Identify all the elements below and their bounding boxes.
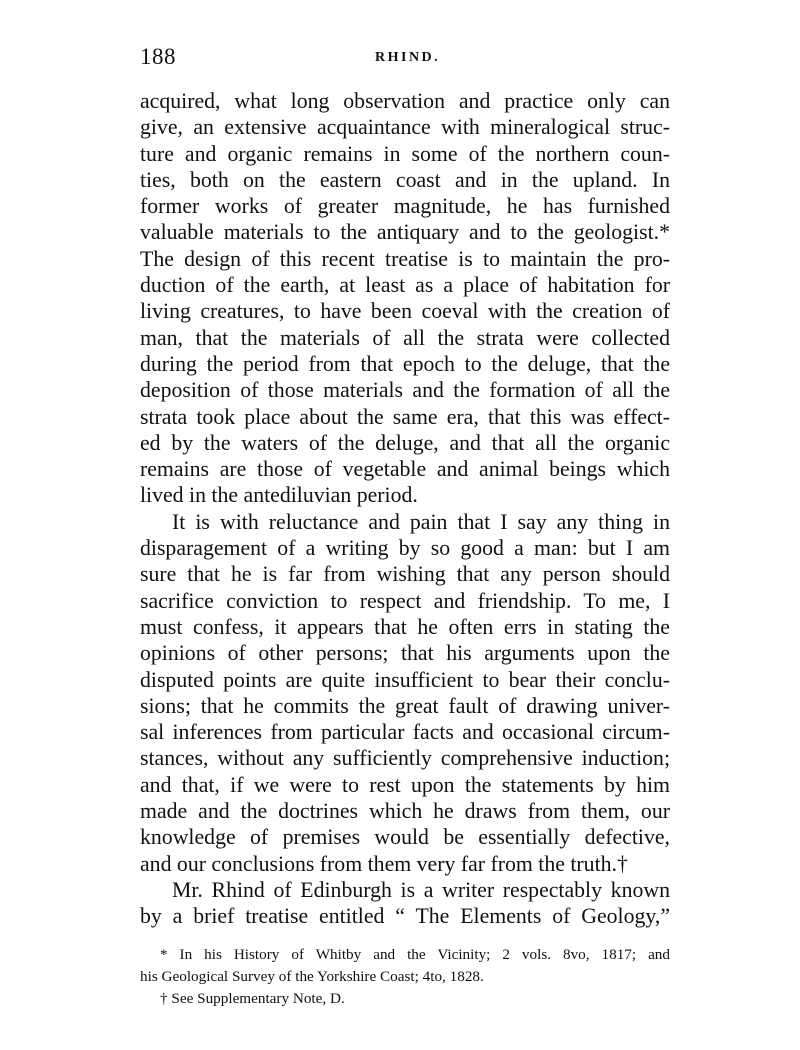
paragraph-start-line: Mr. Rhind of Edinburgh is a writer respectably known — [172, 877, 670, 902]
text-line: living creatures, to have been coeval with the creation of — [140, 299, 670, 324]
text-line: remains are those of vegetable and animal beings which — [140, 457, 670, 482]
text-line: ture and organic remains in some of the northern coun- — [140, 141, 670, 166]
text-line: strata took place about the same era, that this was effect- — [140, 404, 670, 429]
running-title: RHIND. — [375, 50, 441, 65]
text-line: sions; that he commits the great fault of drawing univer- — [140, 693, 670, 718]
text-line: disputed points are quite insufficient to bear their conclu- — [140, 667, 670, 692]
text-line: during the period from that epoch to the deluge, that the — [140, 351, 670, 376]
footnote-line: † See Supplementary Note, D. — [160, 990, 345, 1007]
text-line: sacrifice conviction to respect and friendship. To me, I — [140, 588, 670, 613]
footnote-line: his Geological Survey of the Yorkshire Coast; 4to, 1828. — [140, 968, 484, 985]
text-line: knowledge of premises would be essentially defective, — [140, 825, 670, 850]
footnote-line: * In his History of Whitby and the Vicinity; 2 vols. 8vo, 1817; and — [160, 946, 670, 963]
text-line: and that, if we were to rest upon the statements by him — [140, 772, 670, 797]
text-line: ed by the waters of the deluge, and that all the organic — [140, 430, 670, 455]
text-line: by a brief treatise entitled “ The Elements of Geology,” — [140, 904, 670, 929]
text-line: man, that the materials of all the strata were collected — [140, 325, 670, 350]
text-line: acquired, what long observation and practice only can — [140, 89, 670, 113]
text-line: ties, both on the eastern coast and in the upland. In — [140, 167, 670, 192]
text-line: made and the doctrines which he draws from them, our — [140, 799, 670, 824]
paragraph-end-line: lived in the antediluvian period. — [140, 483, 418, 508]
text-line: deposition of those materials and the formation of all the — [140, 378, 670, 403]
footnotes — [140, 944, 670, 1010]
text-line: valuable materials to the antiquary and to the geologist.* — [140, 220, 670, 245]
body-text — [140, 88, 670, 930]
text-line: The design of this recent treatise is to maintain the pro- — [140, 246, 670, 271]
paragraph-end-line: and our conclusions from them very far from the truth.† — [140, 851, 628, 876]
paragraph-start-line: It is with reluctance and pain that I say any thing in — [172, 509, 670, 534]
text-line: duction of the earth, at least as a place of habitation for — [140, 273, 670, 298]
text-line: stances, without any sufficiently comprehensive induction; — [140, 746, 670, 771]
text-line: opinions of other persons; that his arguments upon the — [140, 641, 670, 666]
text-line: sal inferences from particular facts and occasional circum- — [140, 720, 670, 745]
text-line: disparagement of a writing by so good a man: but I am — [140, 536, 670, 561]
text-line: former works of greater magnitude, he has furnished — [140, 194, 670, 219]
text-line: sure that he is far from wishing that any person should — [140, 562, 670, 587]
page-number: 188 — [140, 44, 176, 69]
text-line: give, an extensive acquaintance with mineralogical struc- — [140, 115, 670, 140]
text-line: must confess, it appears that he often errs in stating the — [140, 614, 670, 639]
running-head — [140, 44, 670, 74]
